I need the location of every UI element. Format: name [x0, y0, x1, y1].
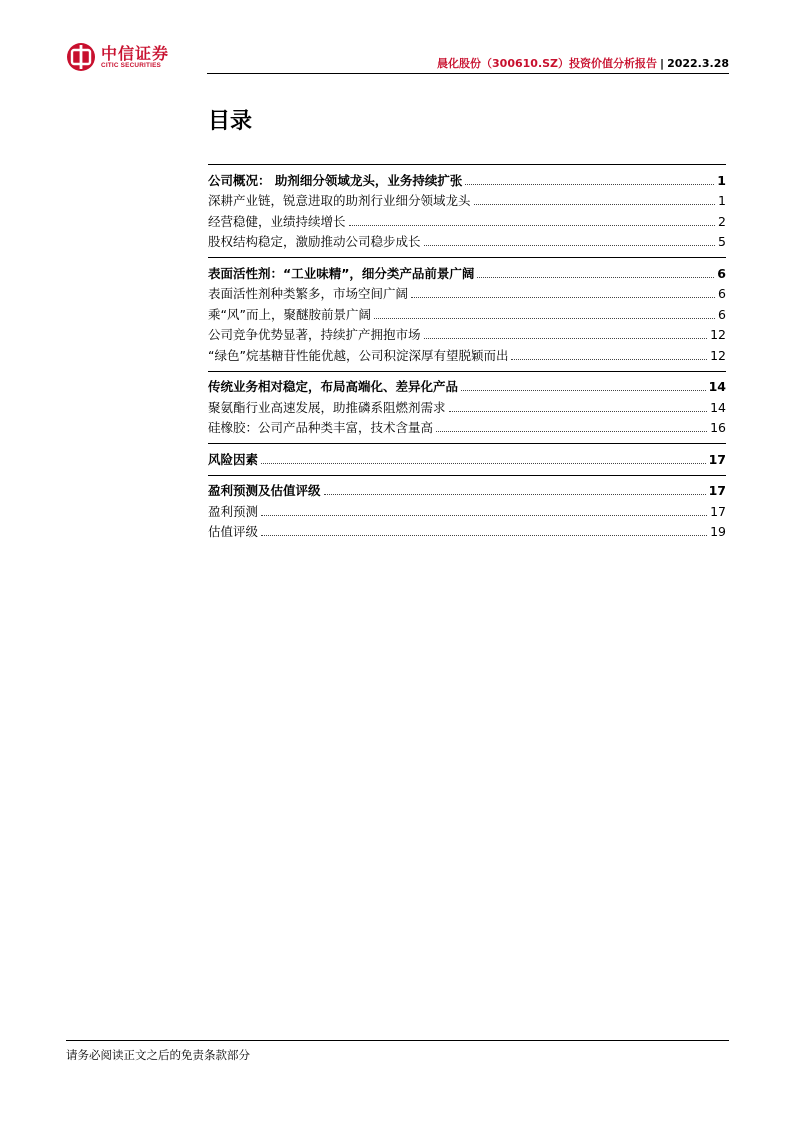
toc-page-number: 12 — [710, 347, 726, 363]
toc-entry-label: 股权结构稳定，激励推动公司稳步成长 — [208, 234, 421, 249]
toc-entry-label: “绿色”烷基糖苷性能优越，公司积淀深厚有望脱颖而出 — [208, 347, 509, 363]
toc-entry[interactable] — [208, 499, 726, 520]
toc-main-entry[interactable] — [208, 261, 726, 282]
toc-section — [208, 475, 726, 541]
toc-page-number: 17 — [708, 483, 726, 498]
toc-page-number: 14 — [708, 379, 726, 394]
toc-entry-label: 估值评级 — [208, 524, 259, 539]
toc-entry-label: 乘“风”而上，聚醚胺前景广阔 — [208, 306, 371, 322]
toc-main-entry[interactable] — [208, 375, 726, 396]
toc-entry-label: 硅橡胶：公司产品种类丰富，技术含量高 — [208, 420, 434, 435]
dot-leader — [436, 431, 707, 432]
toc-section — [208, 164, 726, 250]
toc-entry[interactable] — [208, 416, 726, 437]
dot-leader — [465, 184, 714, 185]
toc-entry-label: 经营稳健，业绩持续增长 — [208, 213, 346, 229]
dot-leader — [374, 318, 715, 319]
toc-entry-label: 风险因素 — [208, 451, 259, 467]
toc-entry[interactable] — [208, 520, 726, 541]
toc-entry-label: 盈利预测 — [208, 503, 259, 519]
dot-leader — [261, 463, 706, 464]
toc-page-number: 6 — [718, 306, 726, 322]
dot-leader — [324, 494, 706, 495]
toc-entry[interactable] — [208, 230, 726, 251]
report-title: 晨化股份（300610.SZ）投资价值分析报告 — [437, 57, 658, 70]
toc-section — [208, 443, 726, 468]
toc-entry-label: 聚氨酯行业高速发展，助推磷系阻燃剂需求 — [208, 399, 446, 415]
toc-entry-label: 公司竞争优势显著，持续扩产拥抱市场 — [208, 327, 421, 342]
report-header — [437, 55, 729, 71]
footer-rule — [66, 1040, 729, 1041]
report-date: 2022.3.28 — [667, 57, 729, 70]
toc-entry[interactable] — [208, 189, 726, 210]
dot-leader — [411, 297, 715, 298]
dot-leader — [424, 338, 708, 339]
toc-entry-label: 表面活性剂：“工业味精”，细分类产品前景广阔 — [208, 265, 475, 281]
dot-leader — [461, 390, 706, 391]
toc-main-entry[interactable] — [208, 168, 726, 189]
toc-page-number: 6 — [718, 286, 726, 301]
toc-main-entry[interactable] — [208, 479, 726, 500]
toc-page-number: 14 — [710, 399, 726, 415]
logo-english-name: CITIC SECURITIES — [101, 61, 162, 69]
toc-page-number: 2 — [718, 213, 726, 229]
dot-leader — [449, 411, 708, 412]
dot-leader — [261, 535, 707, 536]
dot-leader — [477, 277, 714, 278]
toc-entry-label: 深耕产业链，锐意进取的助剂行业细分领域龙头 — [208, 193, 471, 208]
toc-entry-label: 盈利预测及估值评级 — [208, 483, 321, 498]
logo-chinese-name: 中信证券 — [101, 43, 170, 63]
toc-page-number: 17 — [708, 451, 726, 467]
toc-section — [208, 257, 726, 364]
toc-page-number: 1 — [717, 172, 726, 188]
toc-page-number: 1 — [718, 193, 726, 208]
toc-entry-label: 公司概况： 助剂细分领域龙头，业务持续扩张 — [208, 172, 463, 188]
toc-entry[interactable] — [208, 302, 726, 323]
dot-leader — [474, 204, 716, 205]
dot-leader — [261, 515, 707, 516]
disclaimer-footer: 请务必阅读正文之后的免责条款部分 — [66, 1048, 250, 1062]
toc-title: 目录 — [208, 109, 253, 134]
toc-section — [208, 371, 726, 437]
dot-leader — [511, 359, 707, 360]
toc-page-number: 12 — [710, 327, 726, 342]
toc-page-number: 6 — [717, 265, 726, 281]
toc-entry[interactable] — [208, 395, 726, 416]
dot-leader — [424, 245, 716, 246]
toc-page-number: 16 — [710, 420, 726, 435]
header-rule — [207, 73, 729, 74]
table-of-contents — [208, 164, 726, 547]
toc-entry[interactable] — [208, 282, 726, 303]
toc-main-entry[interactable] — [208, 447, 726, 468]
toc-page-number: 19 — [710, 524, 726, 539]
citic-logo-icon — [66, 42, 96, 72]
header-separator: | — [660, 57, 665, 70]
toc-entry[interactable] — [208, 323, 726, 344]
toc-page-number: 5 — [718, 234, 726, 249]
toc-entry[interactable] — [208, 343, 726, 364]
citic-logo — [66, 40, 169, 74]
toc-page-number: 17 — [710, 503, 726, 519]
dot-leader — [349, 225, 716, 226]
toc-entry-label: 传统业务相对稳定，布局高端化、差异化产品 — [208, 379, 459, 394]
toc-entry[interactable] — [208, 209, 726, 230]
toc-entry-label: 表面活性剂种类繁多，市场空间广阔 — [208, 286, 409, 301]
